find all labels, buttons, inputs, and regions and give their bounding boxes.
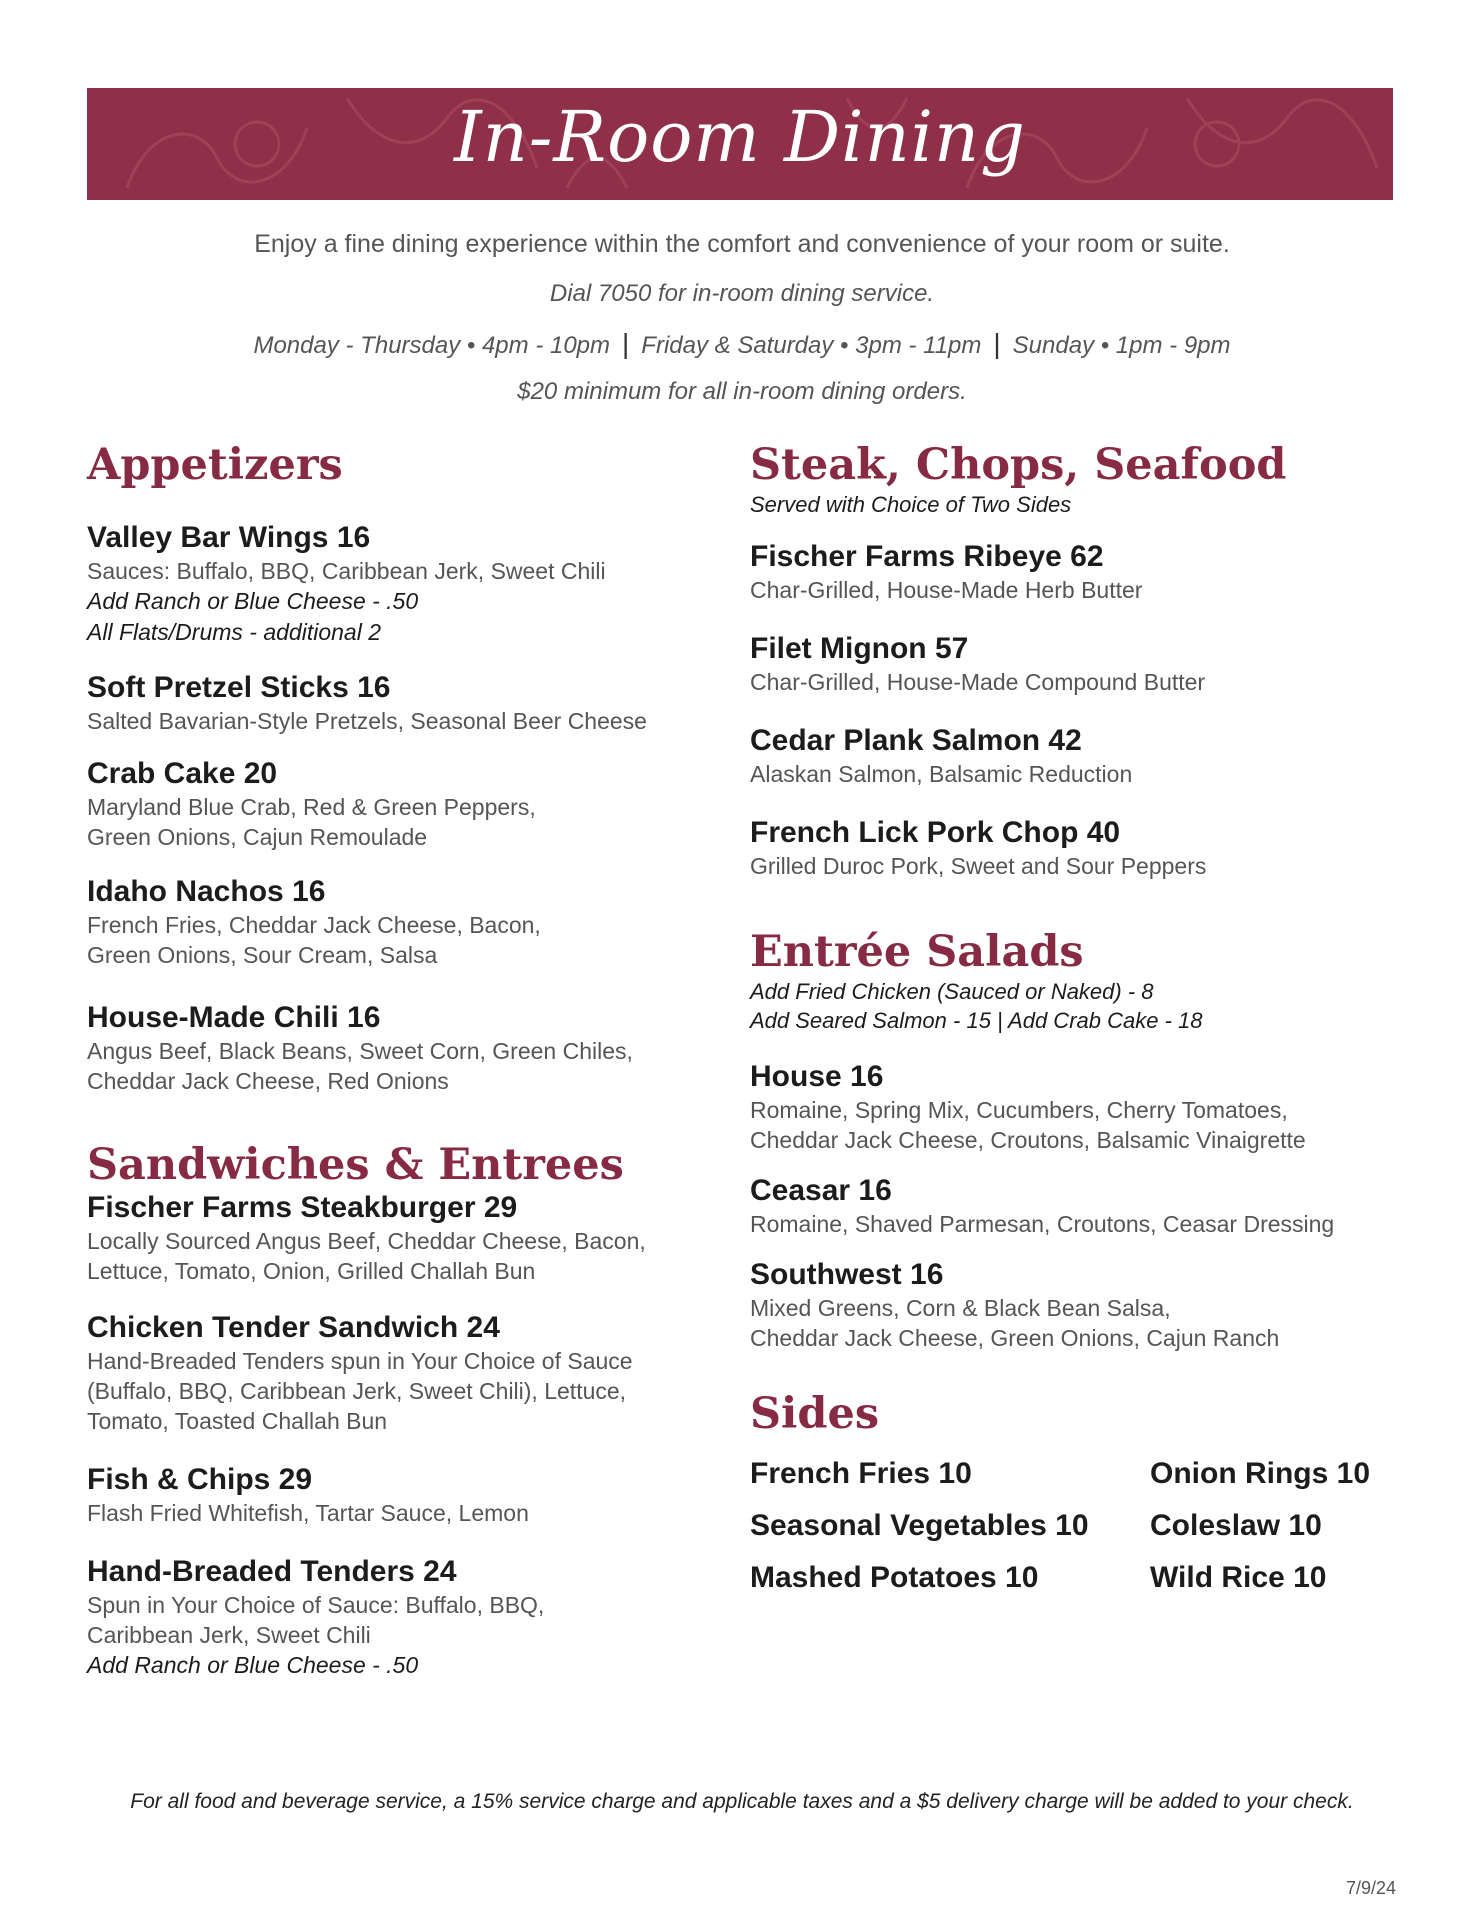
menu-item <box>87 1554 727 1681</box>
hours-weekday: Monday - Thursday • 4pm - 10pm <box>253 332 611 359</box>
item-name: Southwest 16 <box>750 1258 944 1291</box>
intro-text: Enjoy a fine dining experience within the comfort and convenience of your room or suite. <box>254 230 1230 258</box>
sides-list <box>750 1457 1400 1595</box>
item-name: Crab Cake 20 <box>87 757 278 790</box>
menu-item <box>750 539 1400 605</box>
item-description: Alaskan Salmon, Balsamic Reduction <box>750 761 1133 787</box>
steak-subtitle: Served with Choice of Two Sides <box>750 492 1072 517</box>
item-description: Flash Fried Whitefish, Tartar Sauce, Lemon <box>87 1500 529 1526</box>
menu-item <box>750 1173 1400 1239</box>
salads-addon: Add Seared Salmon - 15 | Add Crab Cake - 18 <box>750 1008 1203 1033</box>
item-description: Cheddar Jack Cheese, Croutons, Balsamic Vinaigrette <box>750 1127 1306 1153</box>
side-item: Seasonal Vegetables 10 <box>750 1509 1089 1542</box>
appetizers-title: Appetizers <box>87 440 343 490</box>
sandwiches-title: Sandwiches & Entrees <box>87 1140 624 1190</box>
service-hours <box>0 328 1484 360</box>
sides-title: Sides <box>750 1389 880 1439</box>
item-description: (Buffalo, BBQ, Caribbean Jerk, Sweet Chili), Lettuce, <box>87 1378 627 1404</box>
left-column <box>87 440 727 1681</box>
item-description: Char-Grilled, House-Made Compound Butter <box>750 669 1206 695</box>
menu-item <box>87 670 727 736</box>
item-description: Tomato, Toasted Challah Bun <box>87 1408 388 1434</box>
right-column <box>750 440 1400 1595</box>
salads-title: Entrée Salads <box>750 927 1084 977</box>
item-name: French Lick Pork Chop 40 <box>750 816 1121 849</box>
menu-item <box>750 1257 1400 1353</box>
side-item: Mashed Potatoes 10 <box>750 1561 1039 1594</box>
item-name: Hand-Breaded Tenders 24 <box>87 1555 457 1588</box>
steak-title: Steak, Chops, Seafood <box>750 440 1287 490</box>
hours-sunday: Sunday • 1pm - 9pm <box>1012 332 1231 359</box>
item-description: Salted Bavarian-Style Pretzels, Seasonal Beer Cheese <box>87 708 647 734</box>
service-charge-notice: For all food and beverage service, a 15% service charge and applicable taxes and a $5 delivery charge will be added to your check. <box>130 1790 1354 1813</box>
item-description: Char-Grilled, House-Made Herb Butter <box>750 577 1143 603</box>
item-name: House-Made Chili 16 <box>87 1001 381 1034</box>
item-description: Hand-Breaded Tenders spun in Your Choice of Sauce <box>87 1348 633 1374</box>
item-description: Romaine, Spring Mix, Cucumbers, Cherry Tomatoes, <box>750 1097 1288 1123</box>
item-description: Maryland Blue Crab, Red & Green Peppers, <box>87 794 536 820</box>
menu-item <box>87 874 727 970</box>
hours-weekend: Friday & Saturday • 3pm - 11pm <box>641 332 982 359</box>
phone-instructions: Dial 7050 for in-room dining service. <box>549 280 935 307</box>
item-description: Angus Beef, Black Beans, Sweet Corn, Green Chiles, <box>87 1038 633 1064</box>
item-name: Fish & Chips 29 <box>87 1463 313 1496</box>
menu-item <box>87 1462 727 1528</box>
item-description: Grilled Duroc Pork, Sweet and Sour Peppers <box>750 853 1207 879</box>
page-title: In-Room Dining <box>454 96 1026 178</box>
item-description: Sauces: Buffalo, BBQ, Caribbean Jerk, Sweet Chili <box>87 558 606 584</box>
menu-item <box>87 1310 727 1436</box>
side-item: Coleslaw 10 <box>1150 1509 1322 1542</box>
item-description: Spun in Your Choice of Sauce: Buffalo, BBQ, <box>87 1592 545 1618</box>
item-name: Idaho Nachos 16 <box>87 875 326 908</box>
item-note: All Flats/Drums - additional 2 <box>87 619 381 645</box>
menu-item <box>750 815 1400 881</box>
side-item: Onion Rings 10 <box>1150 1457 1371 1490</box>
item-name: Soft Pretzel Sticks 16 <box>87 671 391 704</box>
revision-date: 7/9/24 <box>1345 1878 1396 1898</box>
item-description: Green Onions, Sour Cream, Salsa <box>87 942 438 968</box>
menu-item <box>87 520 727 648</box>
item-description: Locally Sourced Angus Beef, Cheddar Cheese, Bacon, <box>87 1228 646 1254</box>
menu-item <box>87 1190 727 1286</box>
item-description: Lettuce, Tomato, Onion, Grilled Challah Bun <box>87 1258 536 1284</box>
item-name: Fischer Farms Ribeye 62 <box>750 540 1104 573</box>
item-name: Ceasar 16 <box>750 1174 892 1207</box>
item-description: Cheddar Jack Cheese, Green Onions, Cajun Ranch <box>750 1325 1280 1351</box>
item-description: Romaine, Shaved Parmesan, Croutons, Ceasar Dressing <box>750 1211 1335 1237</box>
item-name: Cedar Plank Salmon 42 <box>750 724 1082 757</box>
item-description: Cheddar Jack Cheese, Red Onions <box>87 1068 449 1094</box>
item-description: Green Onions, Cajun Remoulade <box>87 824 428 850</box>
item-note: Add Ranch or Blue Cheese - .50 <box>87 1652 419 1678</box>
menu-item <box>87 1000 727 1096</box>
hours-separator: | <box>993 328 1001 359</box>
item-name: Fischer Farms Steakburger 29 <box>87 1191 518 1224</box>
item-name: House 16 <box>750 1060 884 1093</box>
side-item: French Fries 10 <box>750 1457 972 1490</box>
item-name: Valley Bar Wings 16 <box>87 521 371 554</box>
menu-item <box>750 631 1400 697</box>
menu-item <box>87 756 727 852</box>
minimum-order: $20 minimum for all in-room dining orders. <box>517 378 967 405</box>
item-description: Mixed Greens, Corn & Black Bean Salsa, <box>750 1295 1171 1321</box>
item-description: French Fries, Cheddar Jack Cheese, Bacon, <box>87 912 541 938</box>
menu-item <box>750 723 1400 789</box>
side-item: Wild Rice 10 <box>1150 1561 1327 1594</box>
title-banner <box>87 88 1393 200</box>
item-description: Caribbean Jerk, Sweet Chili <box>87 1622 371 1648</box>
item-name: Chicken Tender Sandwich 24 <box>87 1311 500 1344</box>
item-name: Filet Mignon 57 <box>750 632 969 665</box>
item-note: Add Ranch or Blue Cheese - .50 <box>87 588 419 614</box>
salads-addon: Add Fried Chicken (Sauced or Naked) - 8 <box>750 979 1154 1004</box>
hours-separator: | <box>622 328 630 359</box>
menu-item <box>750 1059 1400 1155</box>
